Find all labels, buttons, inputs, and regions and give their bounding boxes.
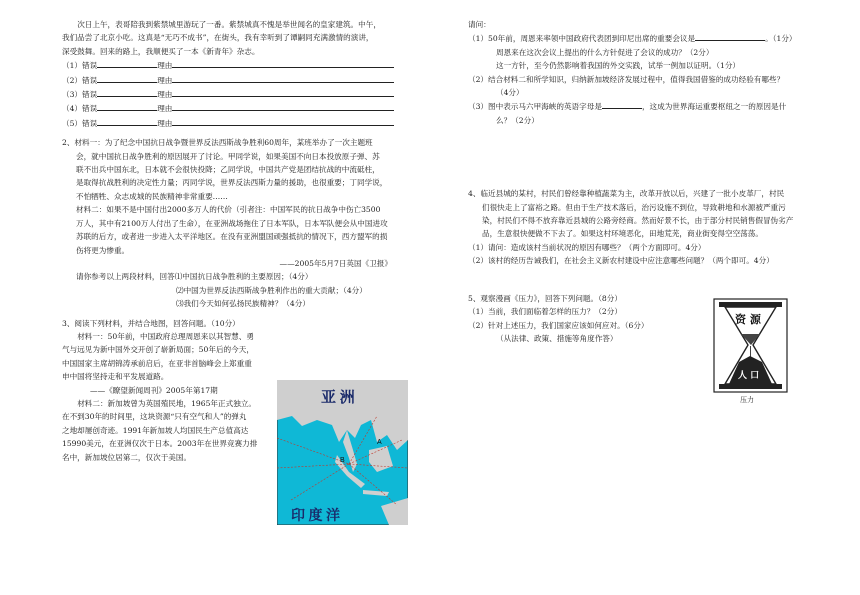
- ask-label: 请问：: [468, 20, 491, 29]
- q3-m1: 材料一：50年前，中国政府总理周恩来以其智慧、勇: [77, 331, 254, 341]
- q1-line: 周恩来在这次会议上提出的什么方针促进了会议的成功？（2分）: [496, 47, 714, 57]
- intro-line: 深受鼓舞。回来的路上，我顺便买了一本《新青年》杂志。: [62, 46, 260, 56]
- q1-line: 这一方针，至今仍然影响着我国的外交实践，试举一例加以证明。（1分）: [496, 61, 741, 71]
- q2-m2: 苏联的后方，或者进一步进入太平洋地区。在没有亚洲盟国顽强抵抗的情况下，西方盟军的损: [76, 232, 388, 242]
- answer-blank[interactable]: [695, 31, 765, 41]
- q3-m1: 气与远见为新中国外交开创了崭新局面；50年后的今天，: [62, 345, 254, 355]
- q2-m2: 万人，其中有2100万人付出了生命），在亚洲战场拖住了日本军队，日本军队便会从中国进攻: [76, 218, 388, 228]
- q4-text: 4、临近县城的某村，村民们曾经靠种植蔬菜为主，改革开放以后，兴建了一批小皮革厂，村民: [468, 189, 785, 199]
- map-label-a: A: [377, 439, 382, 446]
- error-blank[interactable]: [97, 116, 157, 126]
- cartoon-resource-text: 资 源: [735, 313, 761, 326]
- error-row: （2）错误 理由: [62, 73, 422, 87]
- reason-blank[interactable]: [172, 116, 394, 126]
- q2-m2: 伤将更为惨重。: [76, 245, 130, 255]
- q5-question: （2）针对上述压力，我们国家应该如何应对。（6分）: [468, 320, 649, 330]
- q4-question: （1）请问：造成该村当前状况的原因有哪些？（两个方面即可。4分）: [468, 242, 706, 252]
- q2-text: 2、材料一：为了纪念中国抗日战争暨世界反法西斯战争胜利60周年，某班举办了一次主题班: [62, 138, 373, 148]
- error-row: （1）错误 理由: [62, 58, 422, 72]
- q3-line: （3）图中表示马六甲海峡的英语字母是 ，这成为世界海运重要枢纽之一的原因是什: [468, 99, 818, 113]
- map-label-asia: 亚 洲: [321, 390, 355, 406]
- q2-line: （2）结合材料二和所学知识，归纳新加坡经济发展过程中，值得我国借鉴的成功经验有哪些？: [468, 74, 785, 84]
- error-blank[interactable]: [97, 87, 157, 97]
- right-column: [468, 18, 818, 345]
- hourglass-bottom-bar: [719, 384, 782, 389]
- intro-line: 次日上午，表哥陪我到紫禁城里游玩了一番。紫禁城真不愧是举世闻名的皇家建筑。中午，: [77, 20, 381, 29]
- intro-line: 我们品尝了北京小吃。这真是“无巧不成书”，在街头，我有幸听到了谭嗣同充满激情的演讲，: [62, 33, 374, 43]
- q5-title: 5、观察漫画《压力》，回答下列问题。（8分）: [468, 293, 622, 303]
- spacer: [468, 127, 818, 187]
- q3-line: 么？（2分）: [496, 115, 539, 125]
- q2-text: 不怕牺牲、众志成城的民族精神非常重要……: [76, 191, 228, 201]
- spacer: [468, 268, 818, 292]
- q3-m1: 申中国将坚持走和平发展道路。: [62, 372, 169, 382]
- q4-text: 品，生意很快便做不下去了。如果这村环境恶化，田地荒芜，商业街变得空空荡荡。: [482, 229, 763, 239]
- q3-title: 3、阅读下列材料，并结合地图，回答问题。（10分）: [62, 318, 240, 328]
- cartoon-caption: 压力: [740, 396, 754, 404]
- q2-line: （4分）: [496, 88, 524, 98]
- hourglass-top-bar: [719, 302, 782, 307]
- pressure-cartoon: [713, 298, 788, 393]
- q2-text: 联不出兵中国东北，日本就不会很快投降；乙同学说，中国共产党是团结抗战的中流砥柱，: [76, 165, 380, 175]
- error-row: （4）错误 理由: [62, 101, 422, 115]
- cartoon-population-text: 人 口: [738, 371, 760, 381]
- error-row: （5）错误 理由: [62, 116, 422, 130]
- q3-material: [62, 330, 274, 464]
- q2-ask: 请你参考以上两段材料，回答⑴中国抗日战争胜利的主要原因；（4分）: [76, 272, 313, 282]
- q2-text: 是取得抗战胜利的决定性力量；丙同学说，世界反法西斯力量的援助，也很重要；丁同学说，: [76, 178, 388, 188]
- q3-m2: 材料二：新加坡曾为英国殖民地，1965年正式独立。: [77, 398, 256, 408]
- error-blank[interactable]: [97, 101, 157, 111]
- answer-blank[interactable]: [602, 99, 642, 109]
- q2-m2: 材料二：如果不是中国付出2000多万人的代价（引者注：中国军民的抗日战争中伤亡3500: [76, 205, 381, 215]
- q3-m2: 在不到30年的时间里，这块资源“只有空气和人”的弹丸: [62, 412, 247, 422]
- q3-m2: 名中，新加坡位居第二，仅次于美国。: [62, 452, 192, 462]
- q4-text: 染，村民们不得不放弃靠近县城的公路旁经商。然而好景不长，由于部分村民销售假冒伪劣产: [482, 216, 794, 226]
- q2-ask: ⑵中国为世界反法西斯战争胜利作出的重大贡献；（4分）: [176, 285, 367, 295]
- error-blank[interactable]: [97, 58, 157, 68]
- q3-m2: 15990美元，在亚洲仅次于日本。2003年在世界竞赛力排: [62, 439, 258, 449]
- reason-blank[interactable]: [172, 73, 394, 83]
- q1-line: （1）50年前，周恩来率领中国政府代表团到印尼出席的重要会议是 。（1分）: [468, 31, 818, 45]
- q4-text: 们很快走上了富裕之路。但由于生产技术落后，治污设施不到位，导致耕地和水源被严重污: [482, 202, 786, 212]
- reason-blank[interactable]: [172, 87, 394, 97]
- error-row: （3）错误 理由: [62, 87, 422, 101]
- error-blank[interactable]: [97, 73, 157, 83]
- map-label-b: B: [340, 457, 345, 464]
- q5-question: （从法律、政策、措施等角度作答）: [496, 333, 618, 343]
- q2-ask: ⑶我们今天如何弘扬民族精神？（4分）: [176, 299, 310, 309]
- q2-source: ——2005年5月7日英国《卫报》: [279, 258, 392, 268]
- q3-m1: 中国国家主席胡锦涛承前启后，在亚非首脑峰会上郑重重: [62, 358, 252, 368]
- q5-question: （1）当前，我们面临着怎样的压力？（2分）: [468, 307, 622, 317]
- reason-blank[interactable]: [172, 58, 394, 68]
- q4-question: （2）该村的经历告诫我们，在社会主义新农村建设中应注意哪些问题？（两个即可。4分）: [468, 256, 774, 266]
- reason-blank[interactable]: [172, 101, 394, 111]
- error-list: [62, 58, 422, 130]
- q3-m2: 之地却屡创奇迹。1991年新加坡人均国民生产总值高达: [62, 425, 249, 435]
- southeast-asia-map: [277, 380, 408, 525]
- q3-source: ——《瞭望新闻周刊》2005年第17期: [90, 385, 218, 395]
- map-label-ocean: 印 度 洋: [291, 509, 340, 524]
- q2-text: 会，就中国抗日战争胜利的原因展开了讨论。甲同学说，如果美国不向日本投放原子弹、苏: [76, 151, 380, 161]
